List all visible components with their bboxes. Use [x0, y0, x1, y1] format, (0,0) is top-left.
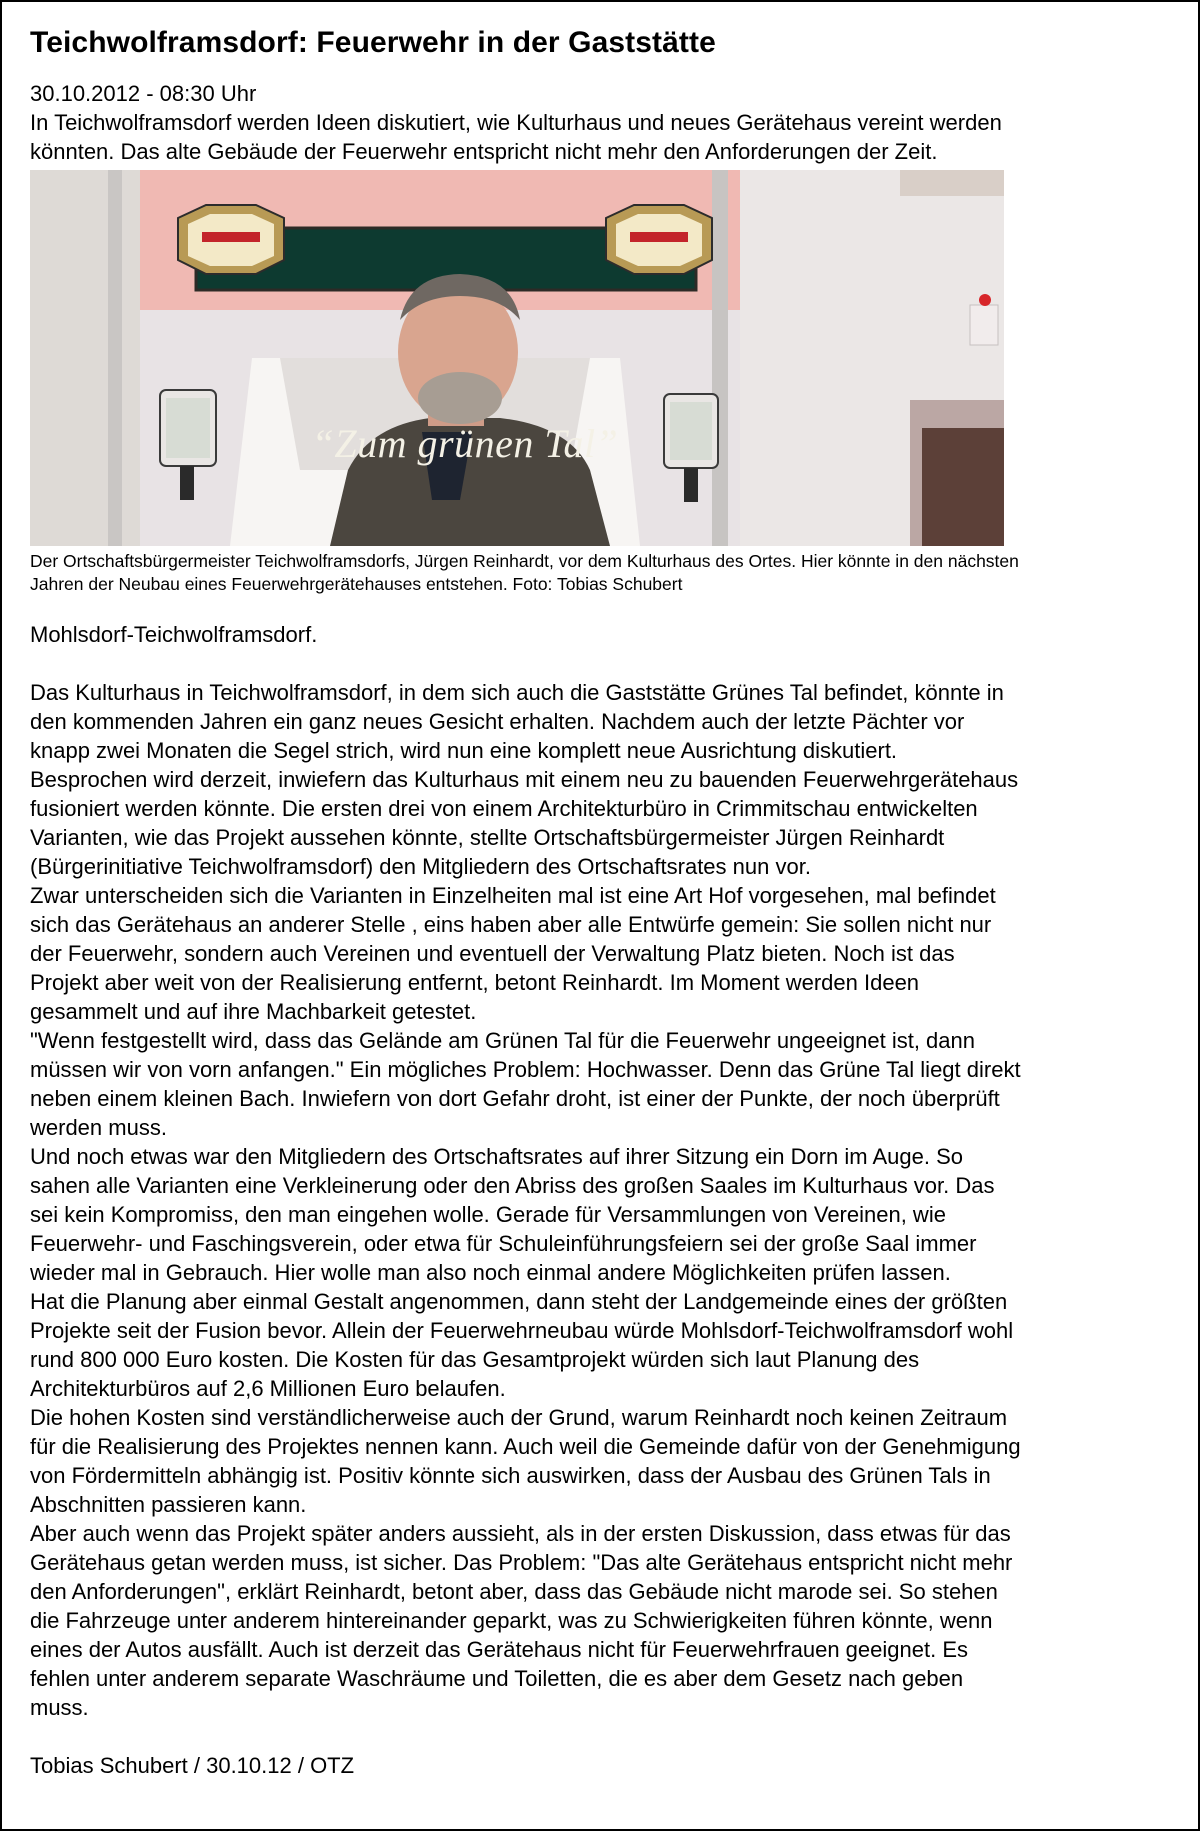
article-byline: Tobias Schubert / 30.10.12 / OTZ	[30, 1753, 355, 1778]
article-paragraph: Hat die Planung aber einmal Gestalt angenommen, dann steht der Landgemeinde eines der größten Projekte seit der Fusion bevor. Allein der Feuerwehrneubau würde Mohlsdorf-Teichwolframsdorf wohl rund 800 000 Euro kosten. Die Kosten für das Gesamtprojekt würden sich laut Planung des Architekturbüros auf 2,6 Millionen Euro belaufen.	[30, 1289, 1014, 1401]
article-paragraph: Die hohen Kosten sind verständlicherweise auch der Grund, warum Reinhardt noch keinen Zeitraum für die Realisierung des Projektes nennen kann. Auch weil die Gemeinde dafür von der Genehmigung von Fördermitteln abhängig ist. Positiv könnte sich auswirken, dass der Ausbau des Grünen Tals in Abschnitten passieren kann.	[30, 1405, 1021, 1517]
article-paragraph: Aber auch wenn das Projekt später anders aussieht, als in der ersten Diskussion, dass etwas für das Gerätehaus getan werden muss, ist sicher. Das Problem: "Das alte Gerätehaus entspricht nicht mehr den Anforderungen", erklärt Reinhardt, betont aber, dass das Gebäude nicht marode sei. So stehen die Fahrzeuge unter anderem hintereinander geparkt, was zu Schwierigkeiten führen könnte, wenn eines der Autos ausfällt. Auch ist derzeit das Gerätehaus nicht für Feuerwehrfrauen geeignet. Es fehlen unter anderem separate Waschräume und Toiletten, die es aber dem Gesetz nach geben muss.	[30, 1521, 1013, 1720]
article-paragraph: "Wenn festgestellt wird, dass das Gelände am Grünen Tal für die Feuerwehr ungeeignet ist, dann müssen wir von vorn anfangen." Ein mögliches Problem: Hochwasser. Denn das Grüne Tal liegt direkt neben einem kleinen Bach. Inwiefern von dort Gefahr droht, ist einer der Punkte, der noch überprüft werden muss.	[30, 1028, 1021, 1140]
photo-sign-text: “Zum grünen Tal”	[311, 421, 619, 466]
article-dateline: 30.10.2012 - 08:30 Uhr	[30, 81, 257, 106]
article-headline: Teichwolframsdorf: Feuerwehr in der Gaststätte	[30, 26, 716, 59]
article-paragraph: Und noch etwas war den Mitgliedern des Ortschaftsrates auf ihrer Sitzung ein Dorn im Auge. So sahen alle Varianten eine Verkleinerung oder den Abriss des großen Saales im Kulturhaus vor. Das sei kein Kompromiss, den man eingehen wolle. Gerade für Versammlungen von Vereinen, wie Feuerwehr- und Faschingsverein, oder etwa für Schuleinführungsfeiern sei der große Saal immer wieder mal in Gebrauch. Hier wolle man also noch einmal andere Möglichkeiten prüfen lassen.	[30, 1144, 995, 1285]
article-photo	[30, 170, 1004, 546]
article-body	[30, 678, 1180, 1722]
article	[30, 22, 1180, 1780]
photo-illustration	[30, 170, 1004, 546]
article-paragraph: Besprochen wird derzeit, inwiefern das Kulturhaus mit einem neu zu bauenden Feuerwehrgerätehaus fusioniert werden könnte. Die ersten drei von einem Architekturbüro in Crimmitschau entwickelten Varianten, wie das Projekt aussehen könnte, stellte Ortschaftsbürgermeister Jürgen Reinhardt (Bürgerinitiative Teichwolframsdorf) den Mitgliedern des Ortschaftsrates nun vor.	[30, 767, 1019, 879]
article-teaser: In Teichwolframsdorf werden Ideen diskutiert, wie Kulturhaus und neues Gerätehaus vereint werden könnten. Das alte Gebäude der Feuerwehr entspricht nicht mehr den Anforderungen der Zeit.	[30, 110, 1002, 164]
article-paragraph: Das Kulturhaus in Teichwolframsdorf, in dem sich auch die Gaststätte Grünes Tal befindet, könnte in den kommenden Jahren ein ganz neues Gesicht erhalten. Nachdem auch der letzte Pächter vor knapp zwei Monaten die Segel strich, wird nun eine komplett neue Ausrichtung diskutiert.	[30, 680, 1004, 763]
photo-caption: Der Ortschaftsbürgermeister Teichwolframsdorfs, Jürgen Reinhardt, vor dem Kulturhaus des Ortes. Hier könnte in den nächsten Jahren der Neubau eines Feuerwehrgerätehauses entstehen. Foto: Tobias Schubert	[30, 551, 1019, 594]
article-paragraph: Zwar unterscheiden sich die Varianten in Einzelheiten mal ist eine Art Hof vorgesehen, mal befindet sich das Gerätehaus an anderer Stelle , eins haben aber alle Entwürfe gemein: Sie sollen nicht nur der Feuerwehr, sondern auch Vereinen und eventuell der Verwaltung Platz bieten. Noch ist das Projekt aber weit von der Realisierung entfernt, betont Reinhardt. Im Moment werden Ideen gesammelt und auf ihre Machbarkeit getestet.	[30, 883, 996, 1024]
article-location: Mohlsdorf-Teichwolframsdorf.	[30, 622, 318, 647]
